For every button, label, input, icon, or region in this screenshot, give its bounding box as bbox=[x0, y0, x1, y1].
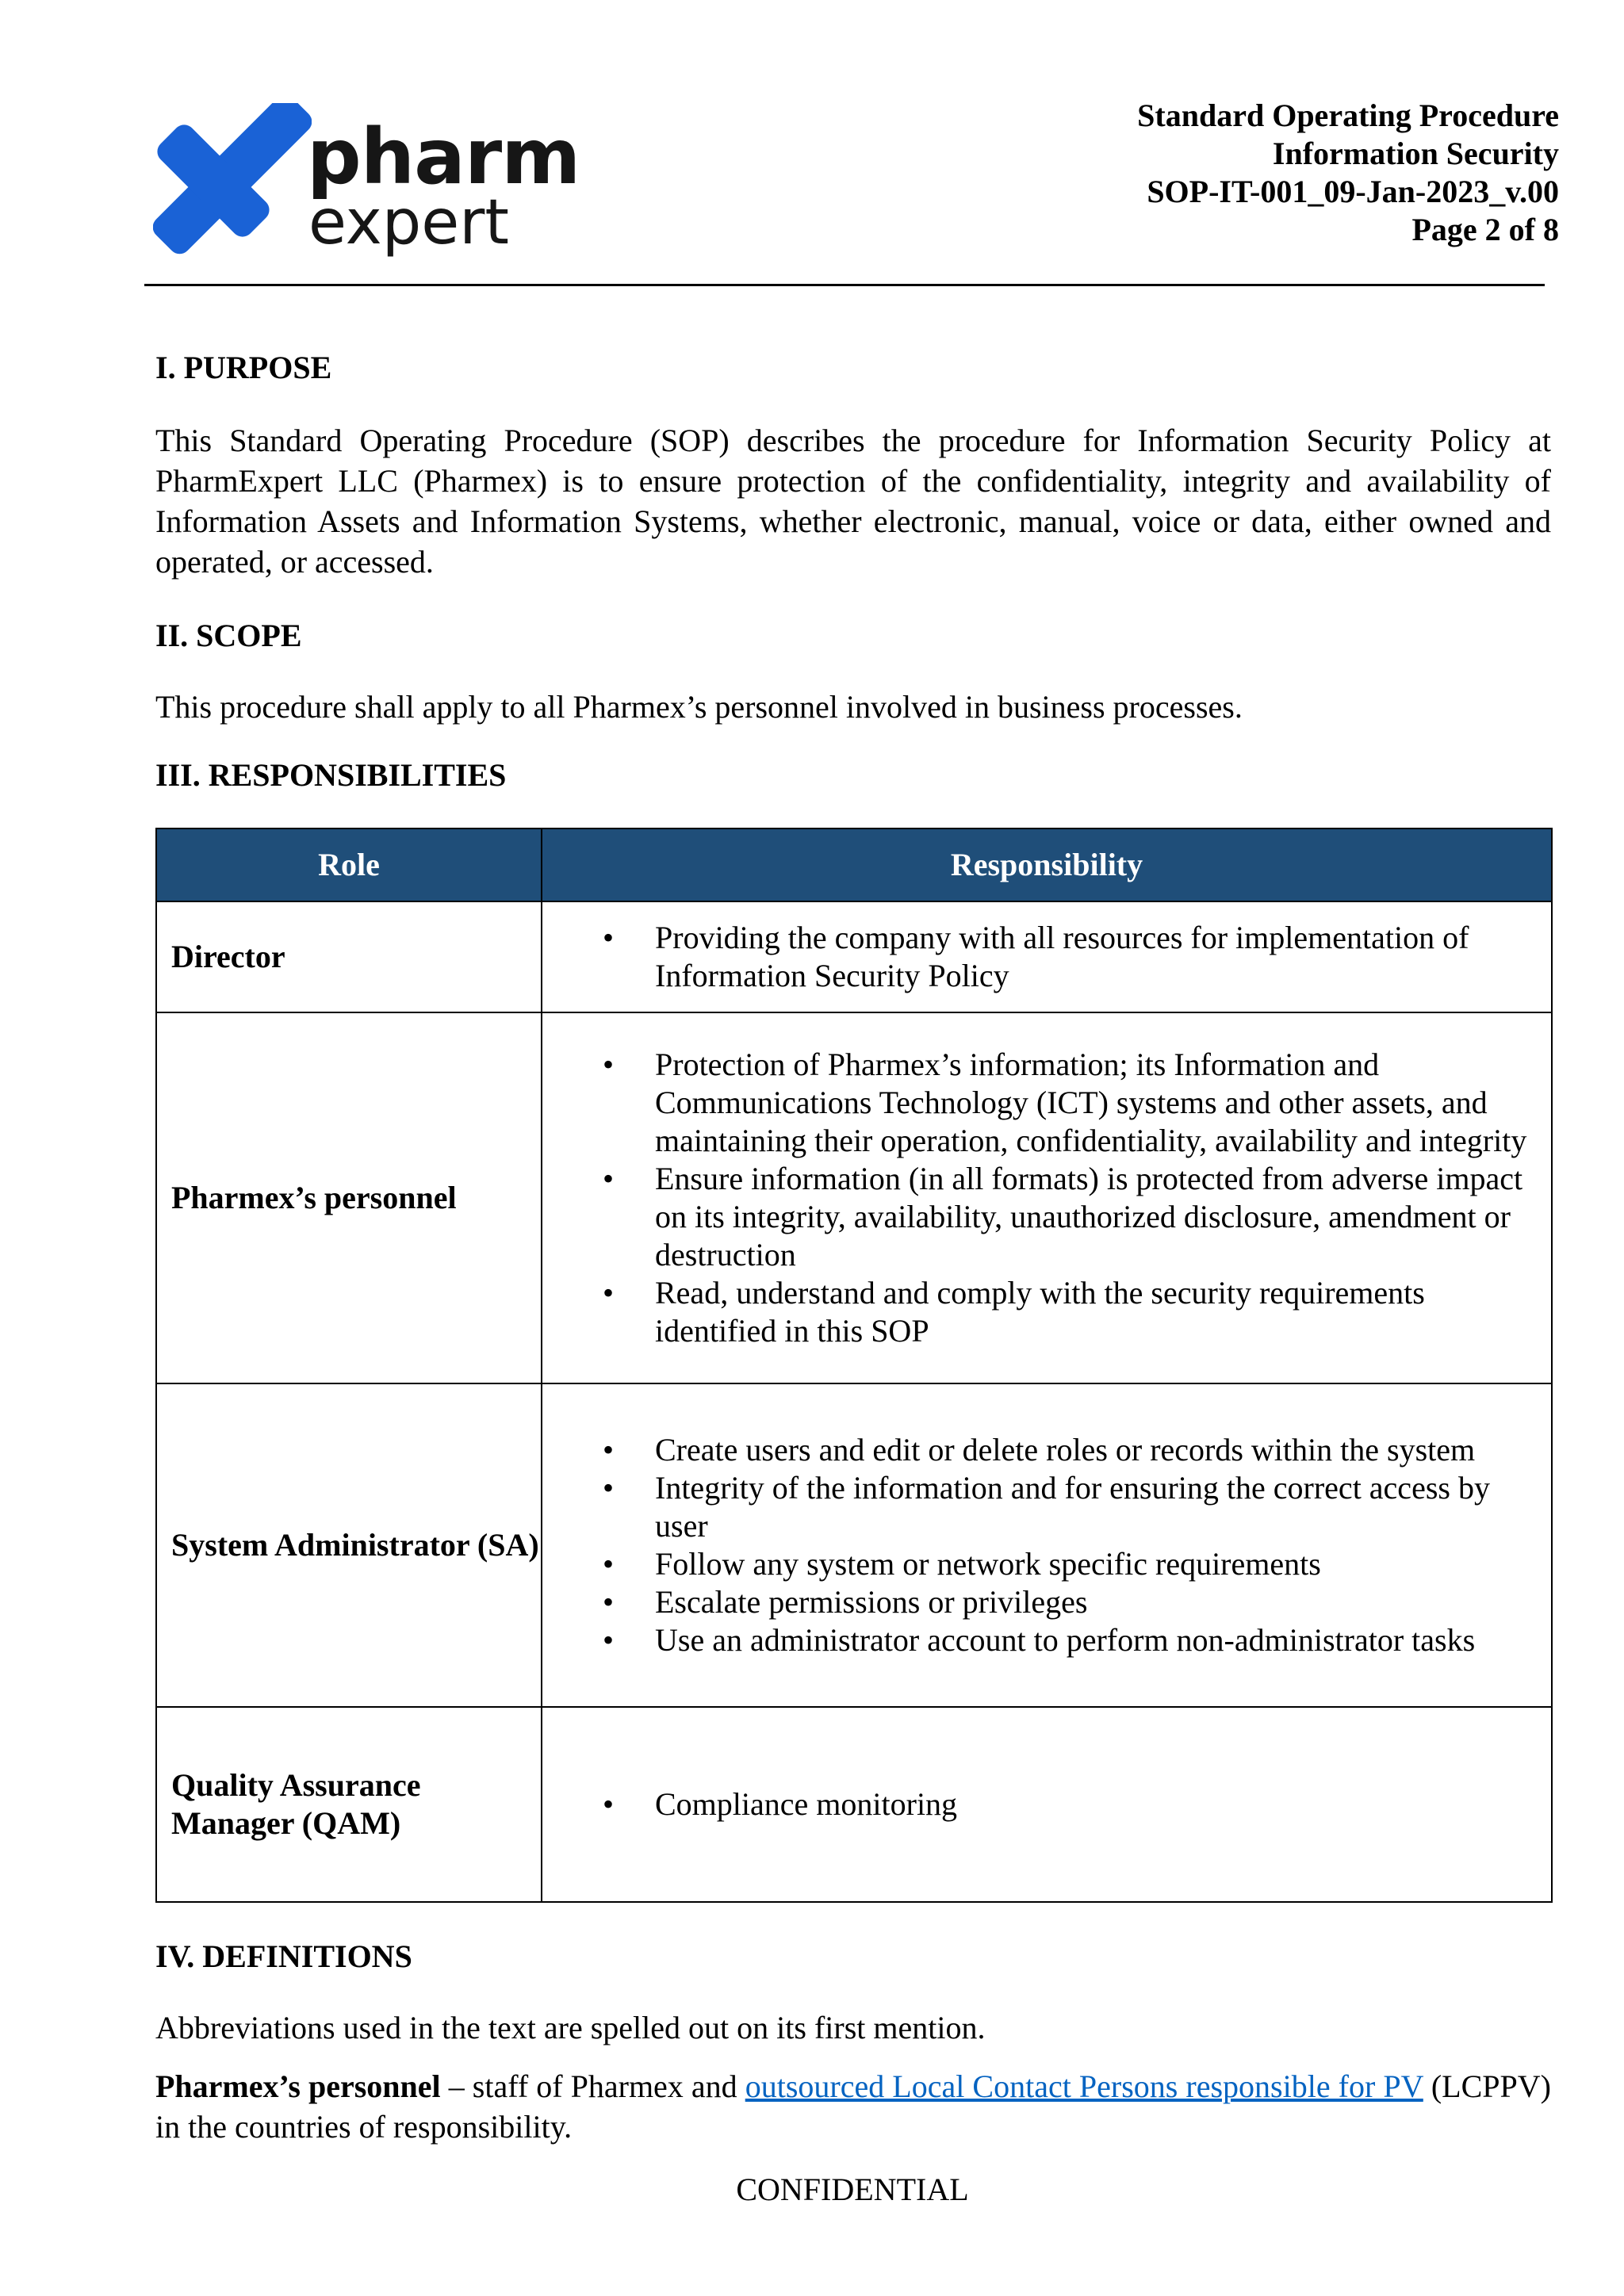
list-item: • Read, understand and comply with the security requirements identified in this SOP bbox=[542, 1274, 1535, 1350]
table-row bbox=[156, 1707, 1552, 1902]
responsibility-cell bbox=[542, 1707, 1552, 1902]
table-row bbox=[156, 1383, 1552, 1707]
list-item: • Create users and edit or delete roles or records within the system bbox=[542, 1431, 1535, 1469]
header-doc-code: SOP-IT-001_09-Jan-2023_v.00 bbox=[1147, 174, 1559, 209]
definition-tail: (LCPPV) in the countries of responsibility. bbox=[155, 2068, 1551, 2145]
column-header-responsibility: Responsibility bbox=[542, 828, 1552, 901]
role-cell: Quality Assurance Manager (QAM) bbox=[156, 1707, 542, 1902]
header-doc-type: Standard Operating Procedure bbox=[1137, 98, 1559, 133]
section-title-definitions: IV. DEFINITIONS bbox=[155, 1938, 412, 1974]
list-item: • Use an administrator account to perform non-administrator tasks bbox=[542, 1621, 1535, 1659]
section-title-purpose: I. PURPOSE bbox=[155, 350, 332, 385]
list-item: • Compliance monitoring bbox=[542, 1785, 1535, 1823]
list-item: • Escalate permissions or privileges bbox=[542, 1583, 1535, 1621]
purpose-text: This Standard Operating Procedure (SOP) describes the procedure for Information Security Policy at PharmExpert LLC (Pharmex) is to ensure protection of the confidentiality, integrity and availability of Information Assets and Information Systems, whether electronic, manual, voice or data, either owned and operated, or accessed. bbox=[155, 423, 1551, 580]
footer-confidential: CONFIDENTIAL bbox=[736, 2172, 969, 2207]
list-item: • Providing the company with all resources for implementation of Information Security Policy bbox=[542, 919, 1535, 995]
section-title-scope: II. SCOPE bbox=[155, 618, 302, 653]
table-row bbox=[156, 1012, 1552, 1383]
header-page-number: Page 2 of 8 bbox=[1411, 212, 1559, 247]
definition-entry bbox=[155, 2066, 1551, 2147]
responsibilities-table bbox=[155, 828, 1553, 1903]
logo-word-expert: expert bbox=[308, 187, 509, 258]
document-header bbox=[1137, 97, 1559, 249]
list-item: • Follow any system or network specific requirements bbox=[542, 1545, 1535, 1583]
header-doc-title: Information Security bbox=[1272, 136, 1559, 171]
definition-term: Pharmex’s personnel bbox=[155, 2068, 441, 2104]
list-item: • Integrity of the information and for ensuring the correct access by user bbox=[542, 1469, 1535, 1545]
column-header-role: Role bbox=[156, 828, 542, 901]
logo-word-pharm: pharm bbox=[307, 113, 580, 201]
table-row bbox=[156, 901, 1552, 1012]
role-cell: Pharmex’s personnel bbox=[156, 1012, 542, 1383]
list-item: • Protection of Pharmex’s information; its Information and Communications Technology (ICT) systems and other assets, and maintaining their operation, confidentiality, availability and integrity bbox=[542, 1046, 1535, 1160]
table-header-row bbox=[156, 828, 1552, 901]
company-logo bbox=[153, 103, 580, 262]
lcppv-link[interactable]: outsourced Local Contact Persons responsible for PV bbox=[745, 2068, 1423, 2104]
list-item: • Ensure information (in all formats) is protected from adverse impact on its integrity, availability, unauthorized disclosure, amendment or destruction bbox=[542, 1160, 1535, 1274]
definitions-text: Abbreviations used in the text are spelled out on its first mention. bbox=[155, 2010, 986, 2045]
responsibility-cell bbox=[542, 1012, 1552, 1383]
header-divider bbox=[144, 284, 1545, 286]
role-cell: System Administrator (SA) bbox=[156, 1383, 542, 1707]
scope-text: This procedure shall apply to all Pharmex’s personnel involved in business processes. bbox=[155, 689, 1243, 725]
section-title-responsibilities: III. RESPONSIBILITIES bbox=[155, 757, 507, 793]
x-mark-icon bbox=[153, 103, 312, 262]
responsibility-cell bbox=[542, 901, 1552, 1012]
definition-dash: – staff of Pharmex and bbox=[440, 2068, 745, 2104]
responsibility-cell bbox=[542, 1383, 1552, 1707]
role-cell: Director bbox=[156, 901, 542, 1012]
